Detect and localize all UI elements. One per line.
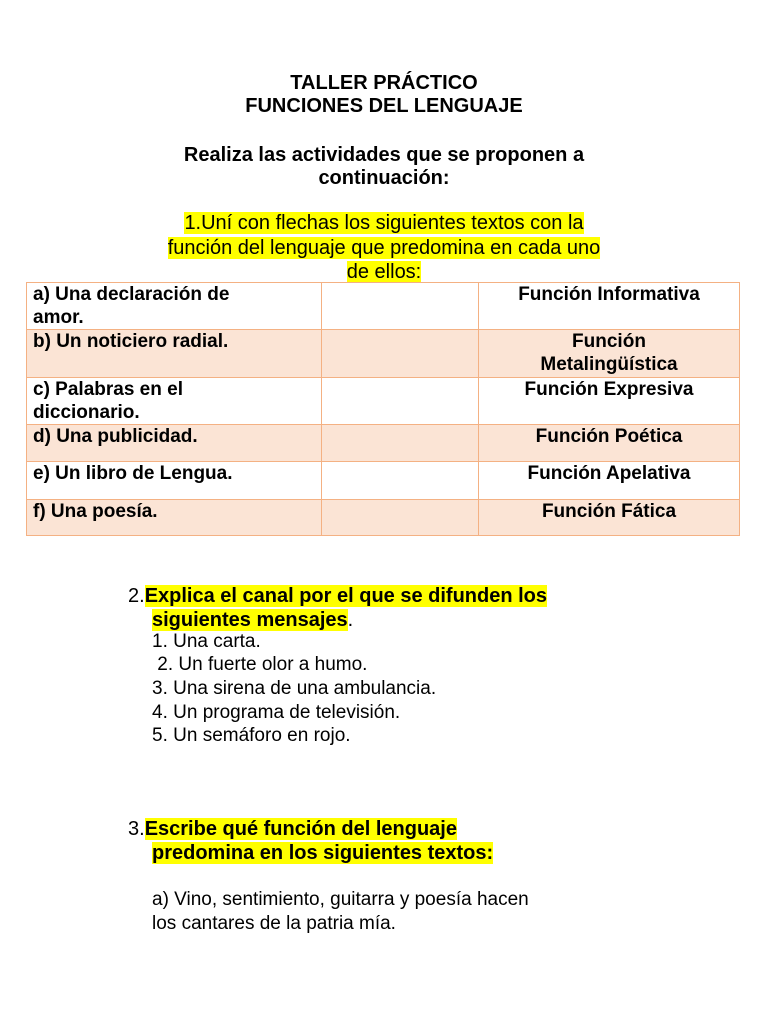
instruction-line2: continuación: bbox=[318, 167, 450, 189]
table-cell-blank bbox=[322, 500, 479, 536]
table-cell-function bbox=[479, 462, 740, 500]
list-item: 2. Un fuerte olor a humo. bbox=[152, 654, 368, 675]
table-cell-blank bbox=[322, 283, 479, 330]
table-row bbox=[27, 425, 740, 462]
question1-text-line1: 1.Uní con flechas los siguientes textos con la bbox=[184, 212, 584, 234]
question1-line2 bbox=[0, 236, 768, 261]
table-cell-text bbox=[27, 378, 322, 425]
cell-line: Función Fática bbox=[541, 501, 677, 522]
table-cell-blank bbox=[322, 462, 479, 500]
list-item: 3. Una sirena de una ambulancia. bbox=[152, 678, 437, 699]
question3-text-line2: predomina en los siguientes textos: bbox=[152, 842, 494, 864]
table-cell-function bbox=[479, 330, 740, 378]
question1-line1 bbox=[0, 211, 768, 236]
cell-line: Función Expresiva bbox=[524, 379, 694, 400]
question1-text-line2: función del lenguaje que predomina en cada uno bbox=[167, 237, 601, 259]
page-title-line2: FUNCIONES DEL LENGUAJE bbox=[245, 95, 523, 117]
cell-line: Metalingüística bbox=[540, 354, 678, 375]
table-row bbox=[27, 330, 740, 378]
table-cell-function bbox=[479, 500, 740, 536]
table-cell-blank bbox=[322, 425, 479, 462]
table-row bbox=[27, 378, 740, 425]
table-cell-function bbox=[479, 378, 740, 425]
cell-line: Función Apelativa bbox=[527, 463, 691, 484]
table-cell-function bbox=[479, 283, 740, 330]
table-cell-blank bbox=[322, 378, 479, 425]
table-row bbox=[27, 283, 740, 330]
question3-text-line1: a) Vino, sentimiento, guitarra y poesía hacen bbox=[152, 889, 529, 910]
cell-line: Función bbox=[572, 331, 646, 352]
table-cell-text bbox=[27, 330, 322, 378]
cell-line: f) Una poesía. bbox=[33, 501, 158, 522]
cell-line: diccionario. bbox=[33, 402, 140, 423]
question1-text-line3: de ellos: bbox=[346, 261, 422, 283]
question3-text-line1: Escribe qué función del lenguaje bbox=[144, 818, 457, 840]
question2-number: 2. bbox=[128, 585, 145, 607]
table-row bbox=[27, 462, 740, 500]
question3-heading-line2 bbox=[152, 841, 493, 865]
question3-number: 3. bbox=[128, 818, 145, 840]
question2-heading-line2 bbox=[152, 608, 353, 632]
question3-heading bbox=[128, 817, 457, 841]
list-item: 4. Un programa de televisión. bbox=[152, 702, 401, 723]
table-row bbox=[27, 500, 740, 536]
question2-text-line2: siguientes mensajes bbox=[152, 609, 348, 631]
cell-line: b) Un noticiero radial. bbox=[33, 331, 229, 352]
cell-line: c) Palabras en el bbox=[33, 379, 183, 400]
question2-text-tail: . bbox=[347, 609, 354, 631]
cell-line: Función Poética bbox=[535, 426, 683, 447]
table-cell-text bbox=[27, 500, 322, 536]
question2-text-line1: Explica el canal por el que se difunden los bbox=[144, 585, 548, 607]
cell-line: Función Informativa bbox=[518, 284, 700, 305]
matching-table bbox=[26, 282, 740, 536]
question2-heading bbox=[128, 584, 547, 608]
cell-line: a) Una declaración de bbox=[33, 284, 230, 305]
instruction-line1: Realiza las actividades que se proponen a bbox=[183, 144, 585, 166]
page-title-line1: TALLER PRÁCTICO bbox=[290, 72, 478, 94]
cell-line: amor. bbox=[33, 307, 84, 328]
table-cell-function bbox=[479, 425, 740, 462]
question3-text-line2: los cantares de la patria mía. bbox=[152, 913, 396, 934]
table-cell-text bbox=[27, 462, 322, 500]
cell-line: d) Una publicidad. bbox=[33, 426, 198, 447]
table-cell-text bbox=[27, 283, 322, 330]
table-cell-text bbox=[27, 425, 322, 462]
list-item: 5. Un semáforo en rojo. bbox=[152, 725, 351, 746]
cell-line: e) Un libro de Lengua. bbox=[33, 463, 233, 484]
list-item: 1. Una carta. bbox=[152, 631, 261, 652]
table-cell-blank bbox=[322, 330, 479, 378]
